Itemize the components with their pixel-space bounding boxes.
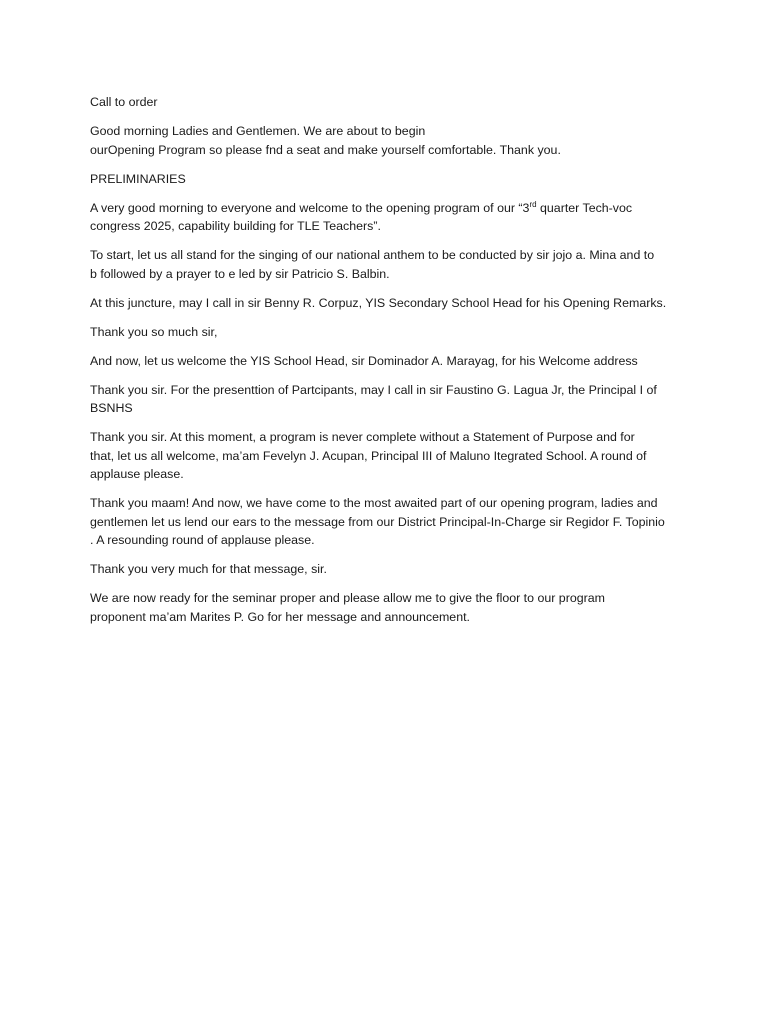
participants-line-2: BSNHS [90, 401, 133, 415]
seminar-line-1: We are now ready for the seminar proper and please allow me to give the floor to our program [90, 591, 605, 605]
good-morning-line-2: ourOpening Program so please fnd a seat and make yourself comfortable. Thank you. [90, 142, 561, 157]
document-body [90, 93, 690, 637]
purpose-line-1: Thank you sir. At this moment, a program is never complete without a Statement of Purpose and for [90, 430, 635, 444]
seminar-paragraph [90, 589, 690, 626]
welcome-head-text: And now, let us welcome the YIS School Head, sir Dominador A. Marayag, for his Welcome address [90, 353, 638, 368]
juncture-text: At this juncture, may I call in sir Benny R. Corpuz, YIS Secondary School Head for his Opening Remarks. [90, 295, 667, 310]
ordinal-superscript: rd [529, 199, 537, 209]
welcome-paragraph [90, 199, 690, 236]
purpose-line-3: applause please. [90, 467, 184, 481]
welcome-head-paragraph [90, 352, 690, 371]
awaited-line-1: Thank you maam! And now, we have come to the most awaited part of our opening program, ladies and [90, 496, 658, 510]
participants-line-1: Thank you sir. For the presenttion of Partcipants, may I call in sir Faustino G. Lagua Jr, the Principal I of [90, 382, 657, 397]
thanks-message-text: Thank you very much for that message, sir. [90, 562, 327, 576]
participants-paragraph [90, 381, 690, 418]
awaited-line-2: gentlemen let us lend our ears to the message from our District Principal-In-Charge sir Regidor F. Topinio [90, 514, 665, 529]
preliminaries-text: PRELIMINARIES [90, 171, 186, 186]
good-morning-paragraph [90, 122, 690, 159]
good-morning-line-1: Good morning Ladies and Gentlemen. We are about to begin [90, 124, 426, 138]
purpose-paragraph [90, 428, 690, 484]
thanks-sir-paragraph [90, 323, 690, 342]
awaited-paragraph [90, 494, 690, 550]
welcome-part-1: A very good morning to everyone and welcome to the opening program of our “3 [90, 200, 530, 215]
call-to-order-text: Call to order [90, 95, 158, 109]
anthem-paragraph [90, 246, 690, 283]
welcome-part-2: quarter Tech-voc [536, 200, 633, 215]
purpose-line-2: that, let us all welcome, ma’am Fevelyn J. Acupan, Principal III of Maluno Itegrated School. A round of [90, 448, 647, 463]
thanks-sir-text: Thank you so much sir, [90, 324, 218, 339]
juncture-paragraph [90, 294, 690, 313]
welcome-line-1 [90, 199, 690, 218]
awaited-line-3: . A resounding round of applause please. [90, 533, 315, 547]
call-to-order [90, 93, 690, 112]
anthem-line-1: To start, let us all stand for the singing of our national anthem to be conducted by sir jojo a. Mina and to [90, 248, 655, 262]
thanks-message-paragraph [90, 560, 690, 579]
welcome-line-2: congress 2025, capability building for TLE Teachers”. [90, 219, 381, 233]
seminar-line-2: proponent ma’am Marites P. Go for her message and announcement. [90, 609, 470, 624]
preliminaries-heading [90, 170, 690, 189]
anthem-line-2: b followed by a prayer to e led by sir Patricio S. Balbin. [90, 266, 390, 281]
